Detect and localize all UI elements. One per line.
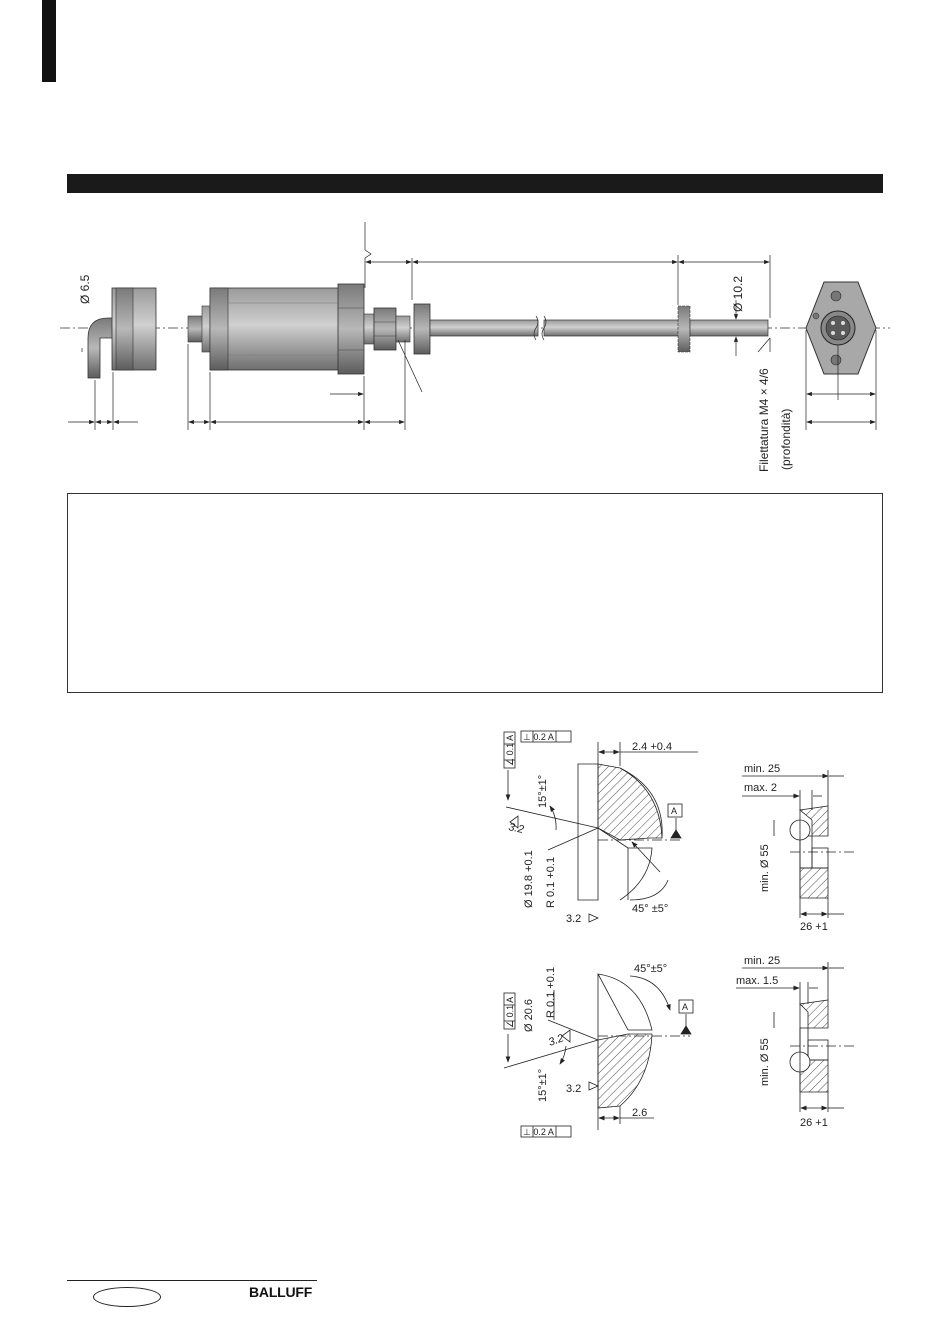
bottom-diameter-label: Ø 20.6 [523, 998, 535, 1032]
bottom-roughness-b-label: 3.2 [566, 1083, 582, 1095]
top-depth-label: 2.4 +0.4 [632, 741, 673, 753]
top-radius-label: R 0.1 +0.1 [545, 856, 557, 908]
bottom-depth-label: 2.6 [632, 1107, 648, 1119]
cable-diameter-label: Ø 6.5 [78, 274, 92, 304]
top-angle45-label: 45° ±5° [632, 903, 669, 915]
top-datum-label: A [671, 806, 678, 816]
bottom-recess-min-width-label: min. 25 [744, 955, 781, 967]
thread-note-label: Filettatura M4 × 4/6 [757, 368, 771, 472]
bottom-recess-diameter-label: min. Ø 55 [759, 1038, 771, 1086]
top-roughness-a-label: 3.2 [507, 821, 525, 837]
top-diameter-label: Ø 19.8 +0.1 [523, 850, 535, 908]
thread-note-sub-label: (profondità) [779, 408, 793, 470]
footer-rule [67, 1280, 317, 1281]
bottom-angle45-label: 45°±5° [634, 963, 668, 975]
rod-diameter-label: Ø 10.2 [731, 275, 745, 312]
top-angle15-label: 15°±1° [537, 774, 549, 808]
top-perpendicularity-label: ⊥ 0.2 A [523, 732, 554, 742]
bottom-radius-label: R 0.1 +0.1 [545, 966, 557, 1018]
top-recess-bore-label: 26 +1 [800, 921, 828, 933]
bottom-roughness-a-label: 3.2 [546, 1032, 566, 1049]
bottom-angle15-label: 15°±1° [537, 1068, 549, 1102]
bottom-perpendicularity-label: ⊥ 0.2 A [523, 1127, 554, 1137]
bottom-recess-bore-label: 26 +1 [800, 1117, 828, 1129]
top-recess-max-depth-label: max. 2 [744, 782, 778, 794]
top-recess-min-width-label: min. 25 [744, 763, 781, 775]
bottom-datum-label: A [682, 1002, 689, 1012]
bottom-angularity-label: ∠ 0.1 A [505, 996, 515, 1028]
weld-detail-bottom [504, 974, 693, 1137]
top-recess-diameter-label: min. Ø 55 [759, 844, 771, 892]
top-roughness-b-label: 3.2 [566, 913, 582, 925]
page-number-oval [93, 1287, 161, 1307]
top-angularity-label: ∠ 0.1 A [505, 734, 515, 766]
bottom-recess-max-depth-label: max. 1.5 [736, 975, 779, 987]
brand-logo: BALLUFF [249, 1284, 313, 1300]
